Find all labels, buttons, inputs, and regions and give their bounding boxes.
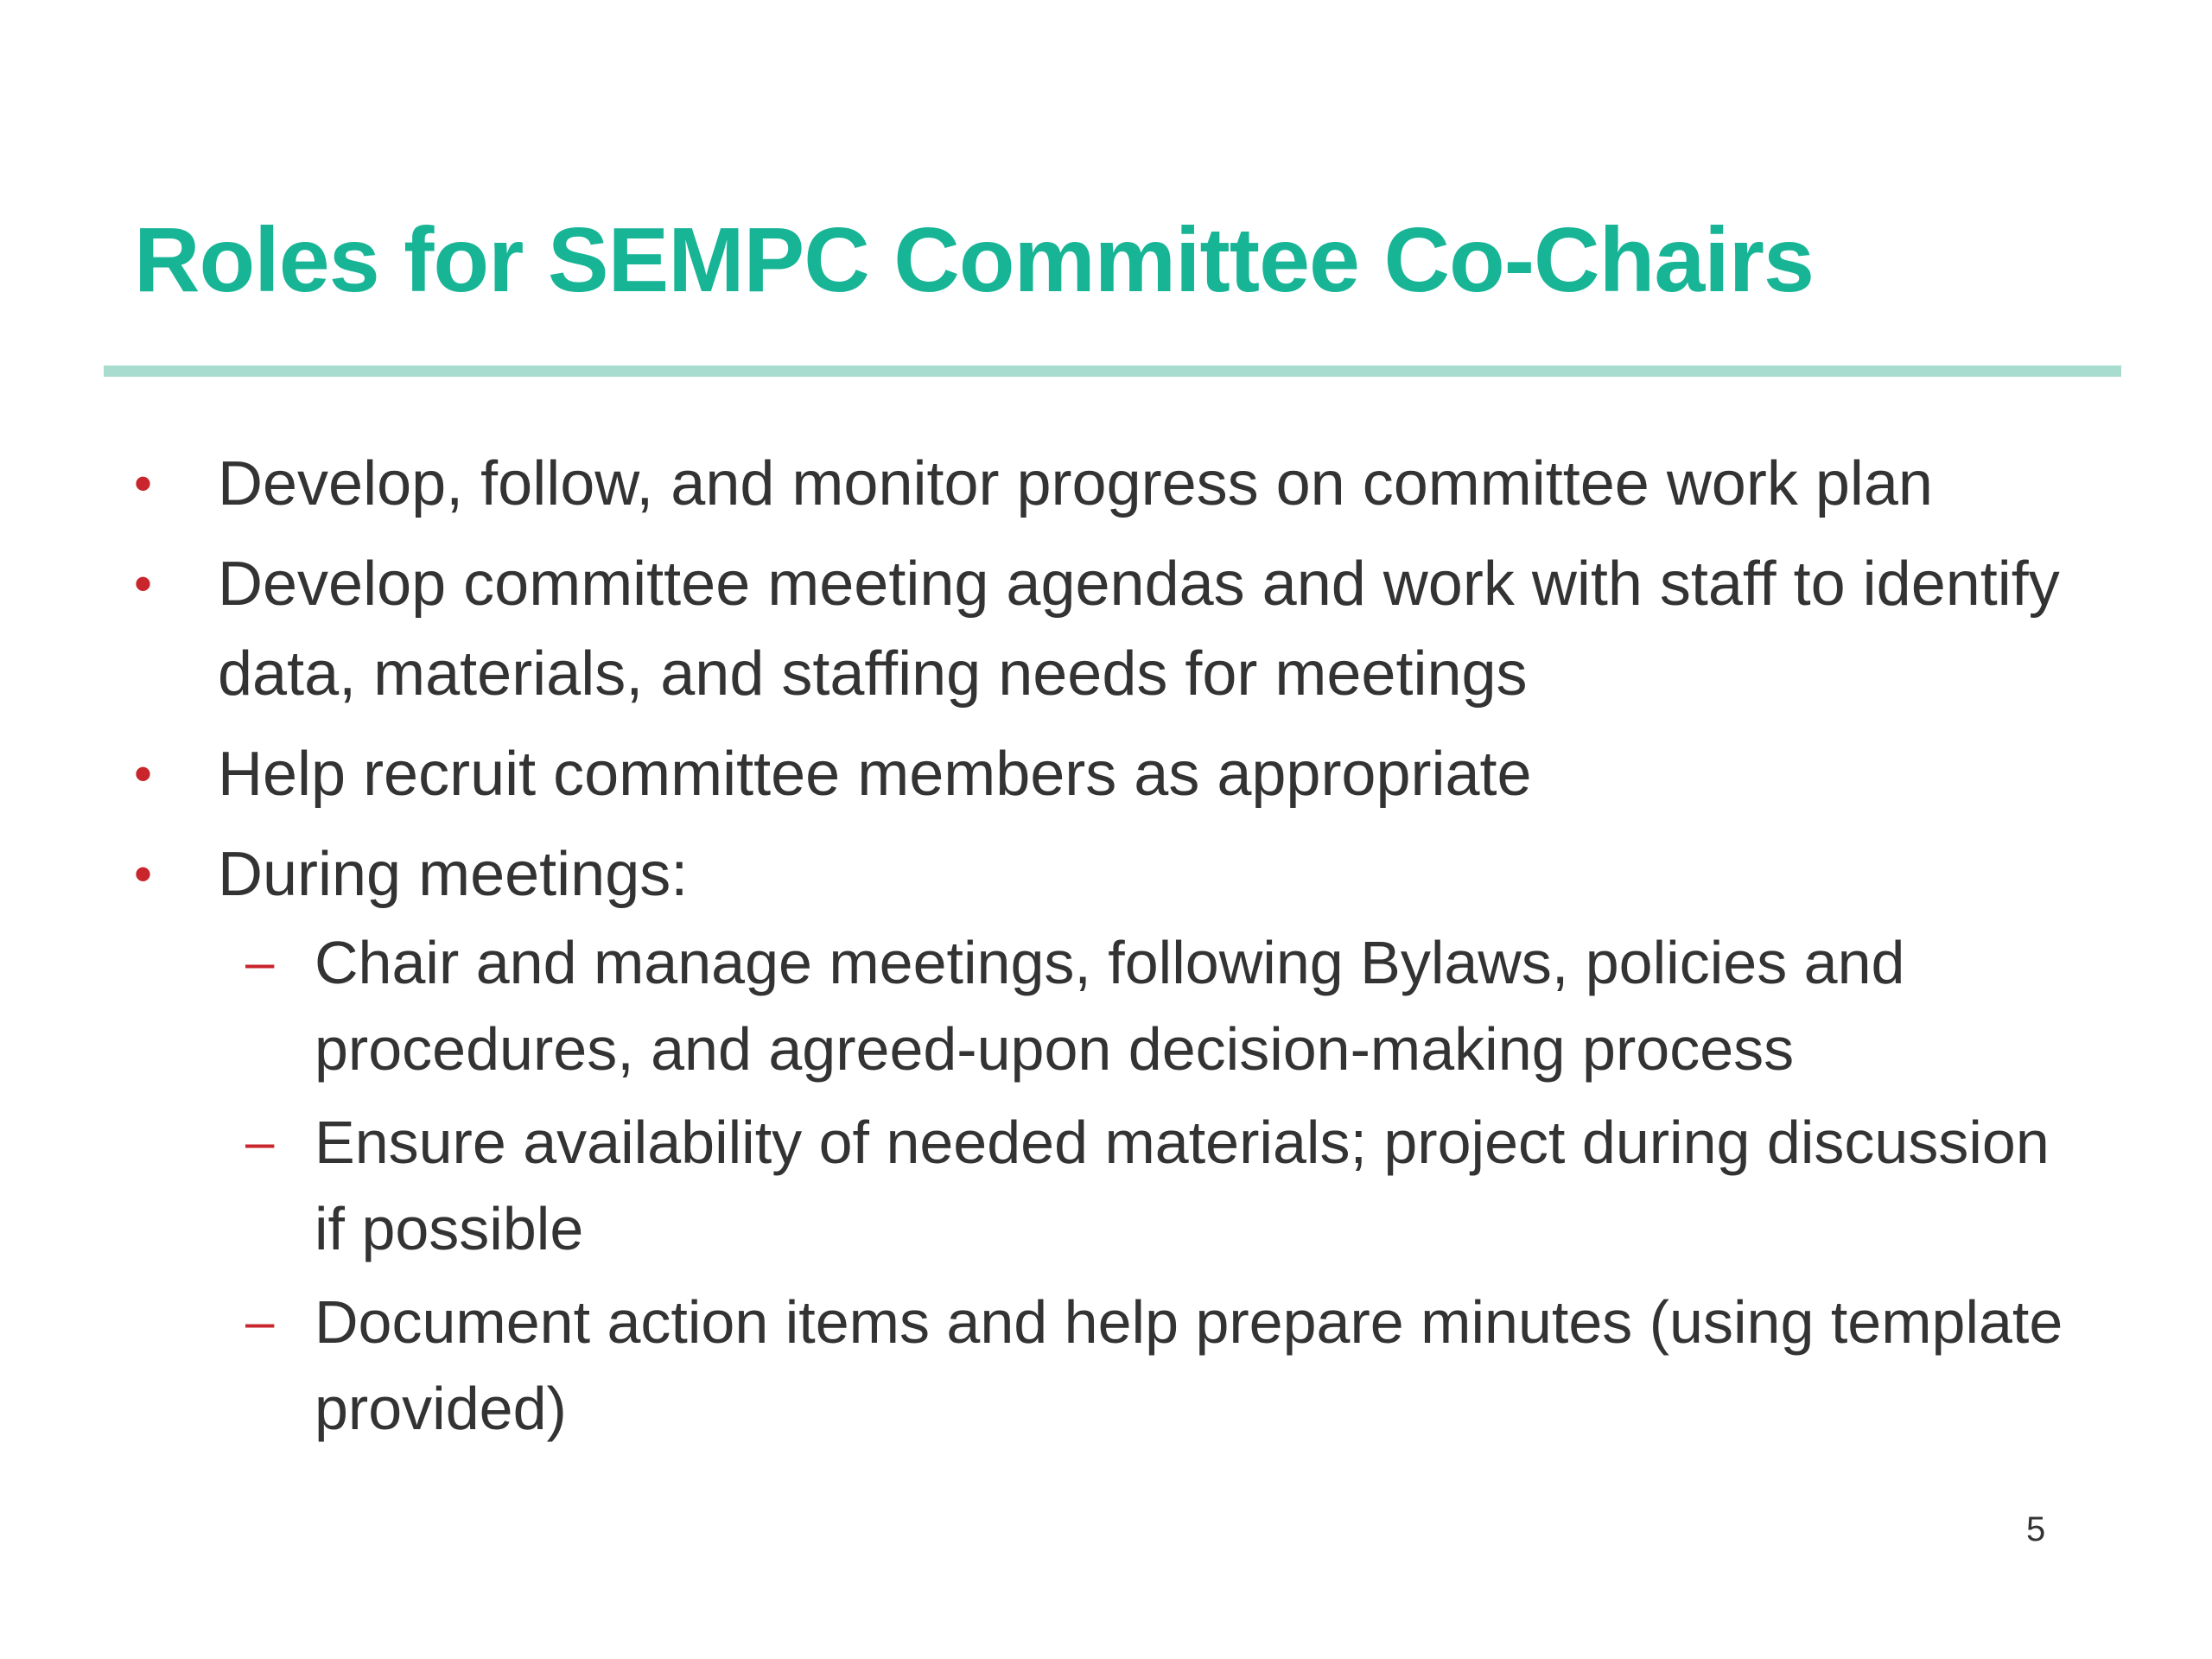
bullet-item xyxy=(0,439,2084,529)
sub-bullet-text: Ensure availability of needed materials; project during discussion if possible xyxy=(315,1109,2050,1262)
bullet-text: Help recruit committee members as appropriate xyxy=(218,740,1532,809)
bullet-item xyxy=(0,729,2084,819)
sub-bullet-marker: – xyxy=(245,1113,275,1171)
sub-bullet-list xyxy=(218,919,2084,1452)
slide-number: 5 xyxy=(2026,1510,2046,1548)
sub-bullet-item xyxy=(245,1279,2086,1452)
title-divider xyxy=(104,365,2121,377)
bullet-marker: • xyxy=(134,555,153,613)
sub-bullet-text: Chair and manage meetings, following Bylaws, policies and procedures, and agreed-upon decision-making process xyxy=(315,929,1905,1083)
bullet-marker: • xyxy=(134,745,153,803)
bullet-item xyxy=(0,830,2084,1452)
bullet-text: During meetings: xyxy=(218,840,689,909)
bullet-item xyxy=(0,539,2084,719)
bullet-text: Develop, follow, and monitor progress on committee work plan xyxy=(218,449,1933,518)
bullet-list xyxy=(0,439,2212,1462)
sub-bullet-item xyxy=(245,919,2086,1092)
sub-bullet-marker: – xyxy=(245,933,275,991)
sub-bullet-text: Document action items and help prepare minutes (using template provided) xyxy=(315,1288,2063,1442)
slide-title: Roles for SEMPC Committee Co-Chairs xyxy=(134,209,1814,311)
sub-bullet-item xyxy=(245,1099,2086,1272)
bullet-text: Develop committee meeting agendas and work with staff to identify data, materials, and staffing needs for meetings xyxy=(218,550,2060,709)
bullet-marker: • xyxy=(134,454,153,512)
sub-bullet-marker: – xyxy=(245,1293,275,1351)
bullet-marker: • xyxy=(134,845,153,903)
